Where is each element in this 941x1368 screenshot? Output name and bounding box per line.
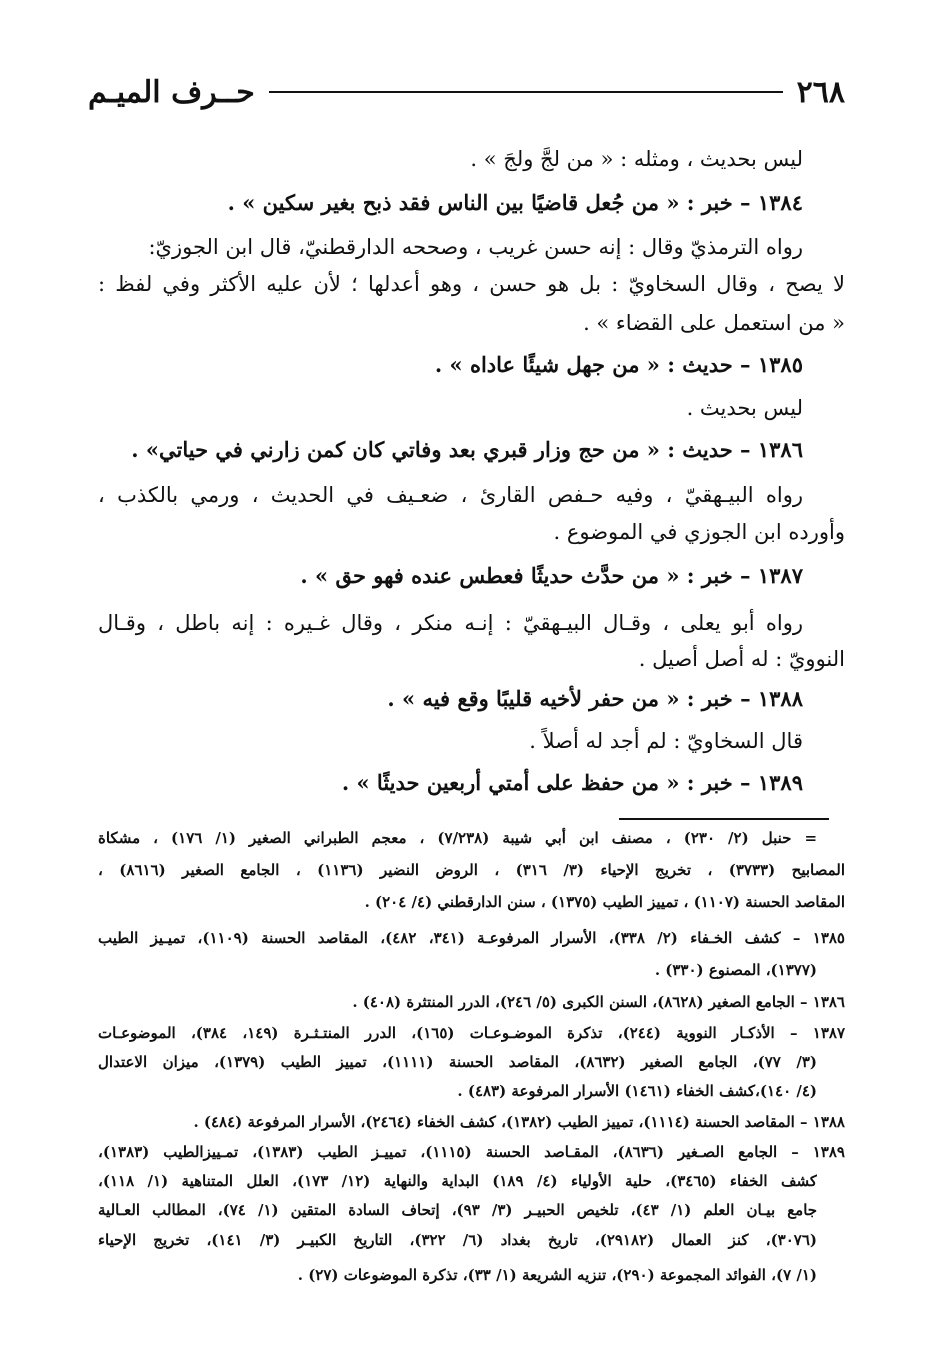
footnote-line: (١/ ٧)، الفوائد المجموعة (٢٩٠)، تنزيه الشريعة (١/ ٣٣)، تذكرة الموضوعات (٢٧) . — [297, 1266, 817, 1284]
page-number: ٢٦٨ — [796, 74, 845, 110]
footnote-line: المقاصد الحسنة (١١٠٧) ، تمييز الطيب (١٣٧٥) ، سنن الدارقطني (٤/ ٢٠٤) . — [364, 893, 845, 911]
footnote-line: (٣٠٧٦)، كنز العمال (٢٩١٨٢)، تاريخ بغداد (٦/ ٣٢٢)، التاريخ الكبيـر (٣/ ١٤١)، تخريج الإحياء — [98, 1231, 817, 1249]
text-line: رواه الترمذيّ وقال : إنه حسن غريب ، وصححه الدارقطنيّ، قال ابن الجوزيّ: — [148, 235, 803, 259]
footnote-1389: ١٣٨٩ – الجامع الصـغير (٨٦٣٦)، المقـاصد الحسنة (١١١٥)، تمييـز الطيب (١٣٨٣)، تمـييزالطيب (١٣٨٣)، — [98, 1143, 845, 1161]
footnote-line: (٤/ ١٤٠)،كشف الخفاء (١٤٦١) الأسرار المرفوعة (٤٨٣) . — [457, 1082, 817, 1100]
footnote-1385: ١٣٨٥ – كشف الخـفاء (٢/ ٣٣٨)، الأسرار المرفوعـة (٣٤١، ٤٨٢)، المقاصد الحسنة (١١٠٩)، تميـيز الطيب — [98, 929, 845, 947]
footnote-line: (١٣٧٧)، المصنوع (٣٣٠) . — [654, 961, 817, 979]
footnote-1387: ١٣٨٧ – الأذكـار النووية (٢٤٤)، تذكرة الموضـوعـات (١٦٥)، الدرر المنتـثـرة (١٤٩، ٣٨٤)، الموضوعـات — [98, 1024, 845, 1042]
hadith-entry-1384: ١٣٨٤ – خبر : « من جُعل قاضيًا بين الناس فقد ذبح بغير سكين » . — [227, 190, 803, 215]
footnote-line: (٣/ ٧٧)، الجامع الصغير (٨٦٣٢)، المقاصد الحسنة (١١١١)، تمييز الطيب (١٣٧٩)، ميزان الاعتدال — [98, 1053, 817, 1071]
footnote-line: كشف الخفاء (٣٤٦٥)، حلية الأولياء (٤/ ١٨٩) البداية والنهاية (١٢/ ١٧٣)، العلل المتناهية (١/ ١١٨)، — [98, 1172, 817, 1190]
footnote-line: = حنبل (٢/ ٢٣٠) ، مصنف ابن أبي شيبة (٧/٢٣٨) ، معجم الطبراني الصغير (١/ ١٧٦) ، مشكاة — [98, 829, 817, 847]
text-line: ليس بحديث ، ومثله : « من لجَّ ولجَ » . — [470, 147, 803, 171]
text-line: ليس بحديث . — [686, 396, 803, 420]
text-line: « من استعمل على القضاء » . — [583, 311, 845, 335]
text-line: رواه أبو يعلى ، وقـال البيـهقيّ : إنـه منكر ، وقال غـيره : إنه باطل ، وقـال — [98, 611, 803, 635]
text-line: رواه البيـهقيّ ، وفيه حـفص القارئ ، ضعـيف في الحديث ، ورمي بالكذب ، — [98, 483, 803, 507]
text-line: لا يصح ، وقال السخاويّ : بل هو حسن ، وهو أعدلها ؛ لأن عليه الأكثر وفي لفظ : — [98, 272, 845, 296]
hadith-entry-1387: ١٣٨٧ – خبر : « من حدَّث حديثًا فعطس عنده فهو حق » . — [300, 563, 803, 588]
footnote-1388: ١٣٨٨ – المقاصد الحسنة (١١١٤)، تمييز الطيب (١٣٨٢)، كشف الخفاء (٢٤٦٤)، الأسرار المرفوعة (٤٨٤) . — [193, 1113, 845, 1131]
section-title: حــرف الميـم — [88, 74, 255, 110]
text-line: وأورده ابن الجوزي في الموضوع . — [553, 520, 845, 544]
footnote-1386: ١٣٨٦ – الجامع الصغير (٨٦٢٨)، السنن الكبرى (٥/ ٢٤٦)، الدرر المنتثرة (٤٠٨) . — [352, 993, 845, 1011]
hadith-entry-1389: ١٣٨٩ – خبر : « من حفظ على أمتي أربعين حديثًا » . — [341, 770, 803, 795]
footnote-line: جامع بيـان العلم (١/ ٤٣)، تلخيص الحبيـر (٣/ ٩٣)، إتحاف السادة المتقين (١/ ٧٤)، المطالب العـالية — [98, 1201, 817, 1219]
footnote-line: المصابيح (٣٧٣٣) ، تخريج الإحياء (٣/ ٣١٦) ، الروض النضير (١١٣٦) ، الجامع الصغير (٨٦١٦) ، — [98, 861, 845, 879]
hadith-entry-1386: ١٣٨٦ – حديث : « من حج وزار قبري بعد وفاتي كان كمن زارني في حياتي» . — [131, 437, 803, 462]
text-line: قال السخاويّ : لم أجد له أصلاً . — [529, 729, 803, 753]
hadith-entry-1385: ١٣٨٥ – حديث : « من جهل شيئًا عاداه » . — [434, 352, 803, 377]
text-line: النوويّ : له أصل أصيل . — [638, 647, 845, 671]
hadith-entry-1388: ١٣٨٨ – خبر : « من حفر لأخيه قليبًا وقع فيه » . — [387, 686, 803, 711]
